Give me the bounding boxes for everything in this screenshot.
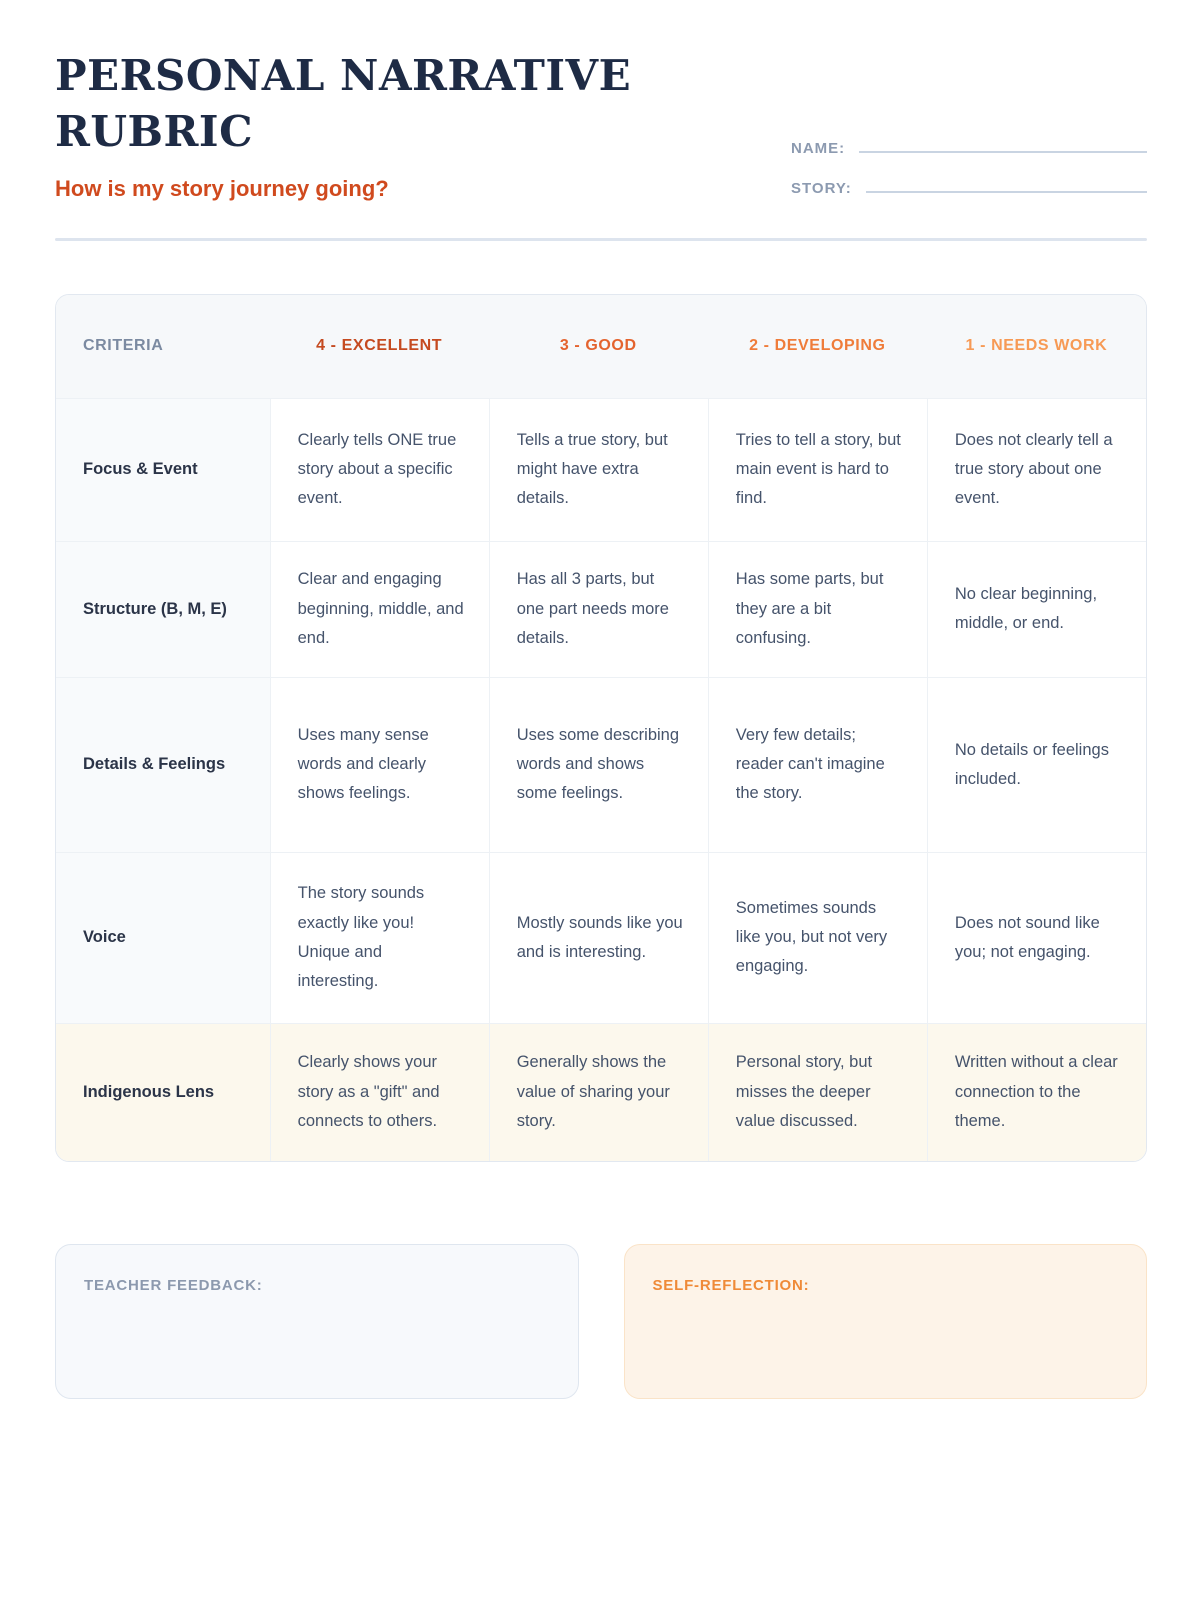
rubric-table-container — [55, 294, 1147, 1162]
table-row-indigenous-lens — [56, 1023, 1146, 1161]
story-label: STORY: — [791, 179, 852, 197]
footer-boxes — [55, 1244, 1147, 1399]
rubric-cell: Tells a true story, but might have extra details. — [489, 398, 708, 541]
level-header-needs-work: 1 - NEEDS WORK — [927, 295, 1146, 398]
rubric-cell: Clearly shows your story as a "gift" and connects to others. — [270, 1023, 489, 1161]
page-title-line-2: RUBRIC — [55, 107, 254, 157]
rubric-cell: Does not clearly tell a true story about one event. — [927, 398, 1146, 541]
rubric-table — [56, 295, 1146, 1161]
rubric-cell: Sometimes sounds like you, but not very engaging. — [708, 852, 927, 1023]
rubric-cell: Has all 3 parts, but one part needs more details. — [489, 541, 708, 677]
self-reflection-label: SELF-REFLECTION: — [652, 1276, 810, 1294]
rubric-cell: Personal story, but misses the deeper value discussed. — [708, 1023, 927, 1161]
criterion-label: Indigenous Lens — [56, 1023, 270, 1161]
rubric-header-row — [56, 295, 1146, 398]
rubric-cell: Uses many sense words and clearly shows feelings. — [270, 677, 489, 852]
level-header-excellent: 4 - EXCELLENT — [270, 295, 489, 398]
title-block — [55, 48, 631, 202]
rubric-cell: No details or feelings included. — [927, 677, 1146, 852]
criteria-column-header: CRITERIA — [56, 295, 270, 398]
story-input-line[interactable] — [866, 191, 1147, 193]
criterion-label: Voice — [56, 852, 270, 1023]
rubric-cell: Written without a clear connection to the theme. — [927, 1023, 1146, 1161]
table-row-focus-event — [56, 398, 1146, 541]
table-row-voice — [56, 852, 1146, 1023]
rubric-cell: The story sounds exactly like you! Unique and interesting. — [270, 852, 489, 1023]
rubric-cell: Uses some describing words and shows some feelings. — [489, 677, 708, 852]
page-title-line-1: PERSONAL NARRATIVE — [55, 51, 632, 100]
story-field — [791, 180, 1147, 197]
criterion-label: Details & Feelings — [56, 677, 270, 852]
level-header-developing: 2 - DEVELOPING — [708, 295, 927, 398]
teacher-feedback-label: TEACHER FEEDBACK: — [84, 1276, 263, 1294]
table-row-structure — [56, 541, 1146, 677]
rubric-cell: Generally shows the value of sharing your story. — [489, 1023, 708, 1161]
page-header — [55, 48, 1147, 202]
header-divider — [55, 238, 1147, 241]
rubric-cell: Has some parts, but they are a bit confusing. — [708, 541, 927, 677]
rubric-cell: Very few details; reader can't imagine the story. — [708, 677, 927, 852]
name-label: NAME: — [791, 139, 846, 157]
page-subtitle: How is my story journey going? — [55, 175, 389, 201]
level-header-good: 3 - GOOD — [489, 295, 708, 398]
teacher-feedback-box[interactable] — [55, 1244, 579, 1399]
criterion-label: Structure (B, M, E) — [56, 541, 270, 677]
rubric-cell: Clearly tells ONE true story about a specific event. — [270, 398, 489, 541]
student-fields — [791, 140, 1147, 202]
self-reflection-box[interactable] — [624, 1244, 1148, 1399]
page-title — [55, 48, 631, 161]
rubric-cell: Clear and engaging beginning, middle, and end. — [270, 541, 489, 677]
name-input-line[interactable] — [859, 151, 1147, 153]
criterion-label: Focus & Event — [56, 398, 270, 541]
rubric-cell: Tries to tell a story, but main event is hard to find. — [708, 398, 927, 541]
table-row-details-feelings — [56, 677, 1146, 852]
name-field — [791, 140, 1147, 157]
rubric-cell: Does not sound like you; not engaging. — [927, 852, 1146, 1023]
rubric-cell: No clear beginning, middle, or end. — [927, 541, 1146, 677]
rubric-cell: Mostly sounds like you and is interesting. — [489, 852, 708, 1023]
